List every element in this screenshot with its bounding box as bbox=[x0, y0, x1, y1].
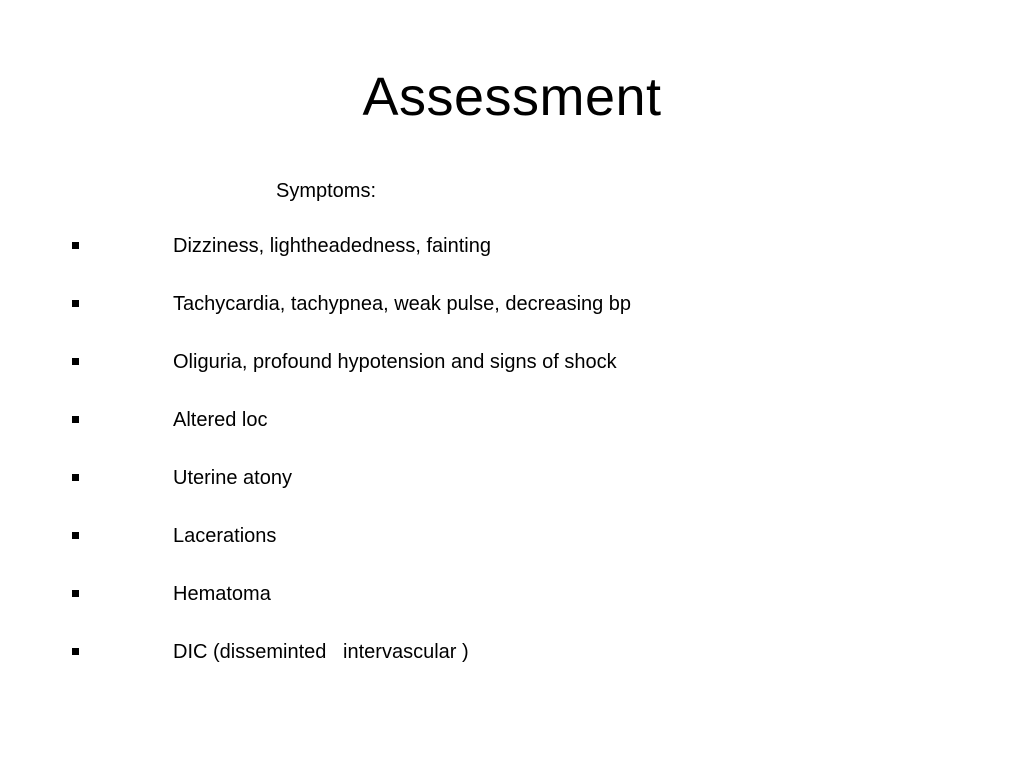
list-item-text: DIC (disseminted intervascular ) bbox=[173, 641, 469, 663]
list-item bbox=[0, 232, 1024, 290]
square-bullet-icon bbox=[72, 358, 79, 365]
list-item-text: Lacerations bbox=[173, 525, 277, 547]
list-item bbox=[0, 638, 1024, 696]
list-item bbox=[0, 290, 1024, 348]
square-bullet-icon bbox=[72, 532, 79, 539]
slide-title: Assessment bbox=[362, 67, 662, 127]
list-item-text: Uterine atony bbox=[173, 467, 292, 489]
list-item bbox=[0, 580, 1024, 638]
list-item bbox=[0, 406, 1024, 464]
list-item bbox=[0, 348, 1024, 406]
list-item-text: Tachycardia, tachypnea, weak pulse, decreasing bp bbox=[173, 293, 632, 315]
list-item-text: Dizziness, lightheadedness, fainting bbox=[173, 235, 491, 257]
square-bullet-icon bbox=[72, 474, 79, 481]
list-item-text: Hematoma bbox=[173, 583, 271, 605]
square-bullet-icon bbox=[72, 648, 79, 655]
square-bullet-icon bbox=[72, 300, 79, 307]
list-item bbox=[0, 464, 1024, 522]
square-bullet-icon bbox=[72, 416, 79, 423]
list-item-text: Oliguria, profound hypotension and signs of shock bbox=[173, 351, 617, 373]
symptoms-subheading: Symptoms: bbox=[276, 180, 377, 202]
square-bullet-icon bbox=[72, 242, 79, 249]
symptom-list bbox=[0, 232, 1024, 696]
list-item-text: Altered loc bbox=[173, 409, 268, 431]
square-bullet-icon bbox=[72, 590, 79, 597]
list-item bbox=[0, 522, 1024, 580]
